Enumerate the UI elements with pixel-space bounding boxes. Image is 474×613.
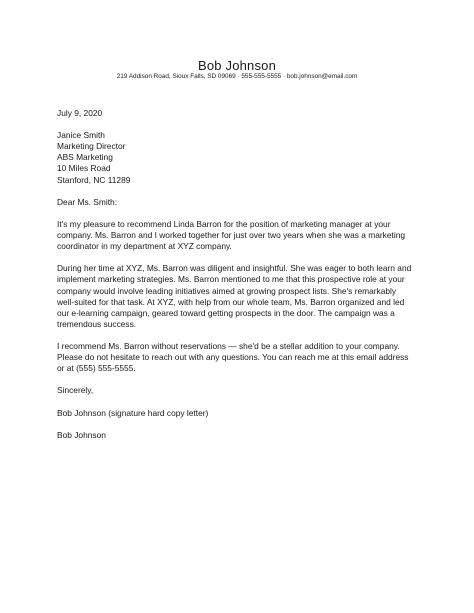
paragraph-line: coordinator in my department at XYZ company. [57,241,232,252]
recipient-name: Janice Smith [57,130,105,141]
recipient-address-block [57,130,423,185]
recipient-street: 10 Miles Road [57,163,111,174]
typed-name: Bob Johnson [57,429,106,440]
recipient-company: ABS Marketing [57,152,113,163]
sender-name: Bob Johnson [197,58,277,73]
salutation: Dear Ms. Smith: [57,196,118,207]
paragraph-line: tremendous success. [57,318,137,329]
paragraph-line: It's my pleasure to recommend Linda Barron for the position of marketing manager at your [57,218,391,229]
paragraph-1 [57,219,423,252]
paragraph-2 [57,263,423,330]
paragraph-line: our e-learning campaign, geared toward getting prospects in the door. The campaign was a [57,307,395,318]
recipient-title: Marketing Director [57,141,126,152]
recipient-city: Stanford, NC 11289 [57,174,131,185]
paragraph-line: implement marketing strategies. Ms. Barron mentioned to me that this prospective role at your [57,274,405,285]
sender-contact-line: 219 Addison Road, Sioux Falls, SD 09069 · 555-555-5555 · bob.johnson@email.com [116,73,358,80]
paragraph-line: well-suited for that task. At XYZ, with help from our whole team, Ms. Barron organized and led [57,296,405,307]
paragraph-line: company. Ms. Barron and I worked together for just over two years when she was a marketing [57,230,406,241]
paragraph-line: I recommend Ms. Barron without reservations — she'd be a stellar addition to your company. [57,340,400,351]
paragraph-3 [57,341,423,374]
closing: Sincerely, [57,385,94,396]
paragraph-line: Please do not hesitate to reach out with any questions. You can reach me at this email address [57,352,409,363]
letter-body [57,108,423,452]
paragraph-line: During her time at XYZ, Ms. Barron was diligent and insightful. She was eager to both learn and [57,263,412,274]
letter-date: July 9, 2020 [57,108,103,118]
paragraph-line: company would involve leading initiatives aimed at growing prospect lists. She's remarkably [57,285,397,296]
signature-line: Bob Johnson (signature hard copy letter) [57,407,209,418]
paragraph-line: or at (555) 555-5555. [57,363,136,374]
